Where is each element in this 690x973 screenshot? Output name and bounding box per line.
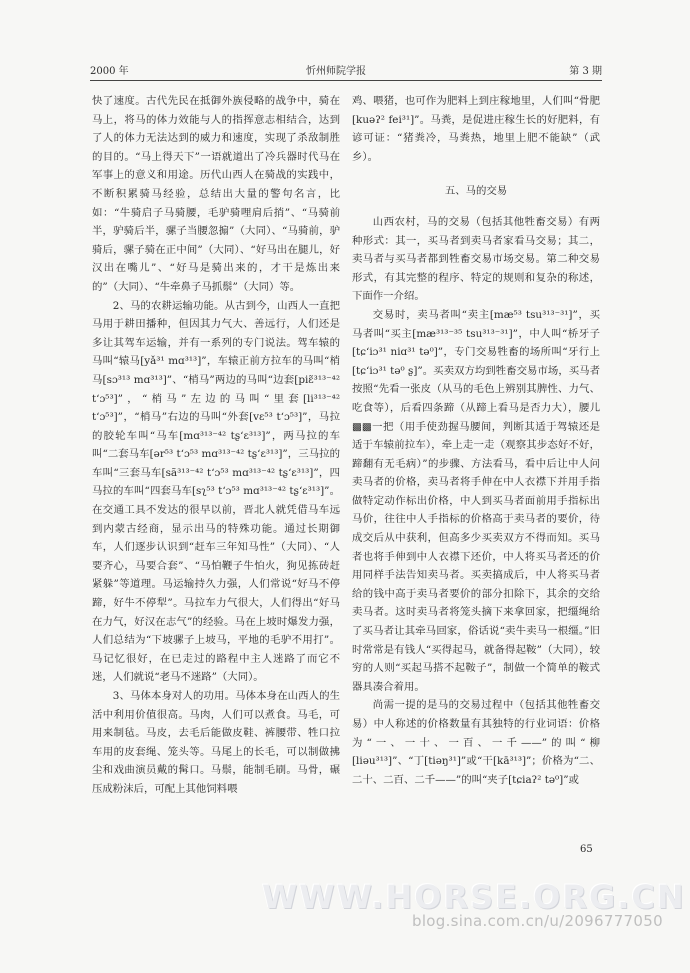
- blog-url: blog.sina.com.cn/u/2096777050: [412, 912, 663, 930]
- right-column: [352, 92, 600, 789]
- right-paragraph: 尚需一提的是马的交易过程中（包括其他牲畜交易）中人称述的价格数量有其独特的行业词语：价格为“一、一十、一百、一千——”的叫“柳[liəu³¹³]”、“丁[tiəŋ³¹]”或“干[kā³¹³]”；价格为“二、二十、二百、二千——”的叫“夹子[tɕiaʔ² tə⁰]”或: [352, 699, 600, 786]
- header-journal-title: 忻州师院学报: [306, 66, 366, 77]
- right-paragraph: 鸡、喂猪，也可作为肥料上到庄稼地里，人们叫“骨肥[kuəʔ² fei³¹]”。马粪，是促进庄稼生长的好肥料，有谚可证：“猪粪冷，马粪热，地里上肥不能缺”（武乡）。: [352, 95, 600, 163]
- page-number: 65: [580, 844, 593, 855]
- left-paragraph: 2、马的农耕运输功能。从古到今，山西人一直把马用于耕田播种，但因其力气大、善远行，人们还是多让其驾车运输，并有一系列的专门说法。驾车辕的马叫“辕马[yǎ³¹ mɑ³¹³]”，车辕正前方拉车的马叫“梢马[sɔ³¹³ mɑ³¹³]”、“梢马”两边的马叫“边套[piɛ̃³¹³⁻⁴² tʻɔ⁵³]”，“梢马”左边的马叫“里套[li³¹³⁻⁴² tʻɔ⁵³]”，“梢马”右边的马叫“外套[vɛ⁵³ tʻɔ⁵³]”，马拉的胶轮车叫“马车[mɑ³¹³⁻⁴² tʂʻɛ³¹³]”，两马拉的车叫“二套马车[ər⁵³ tʻɔ⁵³ mɑ³¹³⁻⁴² tʂʻɛ³¹³]”，三马拉的车叫“三套马车[sã³¹³⁻⁴² tʻɔ⁵³ mɑ³¹³⁻⁴² tʂʻɛ³¹³]”，四马拉的车叫“四套马车[sʅ⁵³ tʻɔ⁵³ mɑ³¹³⁻⁴² tʂʻɛ³¹³]”。在交通工具不发达的很早以前，晋北人就凭借马车远到内蒙古经商，显示出马的特殊功能。通过长期御车，人们逐步认识到“赶车三年知马性”（大同）、“人要齐心，马要合套”、“马怕鞭子牛怕火，狗见拣砖赶紧躲”等道理。马运输持久力强，人们常说“好马不停蹄，好牛不停犁”。马拉车力气很大，人们得出“好马在力气，好汉在志气”的经验。马在上坡时爆发力强，人们总结为“下坡骡子上坡马，平地的毛驴不用打”。马记忆很好，在已走过的路程中主人迷路了而它不迷，人们就说“老马不迷路”（大同）。: [92, 299, 340, 684]
- watermark: WWW.HORSE.ORG.CN: [262, 878, 686, 916]
- left-paragraph: 快了速度。古代先民在抵御外族侵略的战争中，骑在马上，将马的体力效能与人的指挥意志相结合，达到了人的体力无法达到的威力和速度，实现了杀敌制胜的目的。“马上得天下”一语就道出了冷兵器时代马在军事上的意义和用途。历代山西人在骑战的实践中，不断积累骑马经验，总结出大量的警句名言，比如：“牛骑启子马骑腰，毛驴骑哩肩后捎”、“马骑前半，驴骑后半，骡子当腰忽搧”（大同）、“马骑前，驴骑后，骡子骑在正中间”（大同）、“好马出在腿儿，好汉出在嘴儿”、“好马是骑出来的，才干是炼出来的”（大同）、“牛牵鼻子马抓鬃”（大同）等。: [92, 95, 340, 293]
- header-rule: [90, 80, 602, 81]
- header-issue: 第 3 期: [569, 66, 602, 77]
- section-heading: 五、马的交易: [444, 185, 508, 198]
- header-year: 2000 年: [90, 66, 129, 77]
- running-header: [90, 62, 602, 76]
- right-paragraph: 交易时，卖马者叫“卖主[mæ⁵³ tsu³¹³⁻³¹]”，买马者叫“买主[mæ³¹³⁻³⁵ tsu³¹³⁻³¹]”，中人叫“桥牙子[tɕʻiɔ³¹ niɑ³¹ tə⁰]”，专门交易牲畜的场所叫“牙行上[tɕʻiɔ³¹ tə⁰ ʂ]”。买卖双方均到牲畜交易市场，买马者按照“先看一张皮（从马的毛色上辨别其脾性、力气、吃食等），后看四条蹄（从蹄上看马是否力大），腰儿▩▩一把（用手使劲握马腰间，判断其适于驾辕还是适于车辕前拉车），牵上走一走（观察其步态好不好，蹄翻有无毛病）”的步骤、方法看马，看中后让中人问卖马者的价格，卖马者将手伸在中人衣襟下并用手指做特定动作标出价格，中人到买马者面前用手指标出马价，往往中人手指标的价格高于卖马者的要价，待成交后从中获利，但高多少买卖双方不得而知。买马者也将手伸到中人衣襟下还价，中人将买马者还的价用同样手法告知卖马者。买卖搞成后，中人将买马者给的钱中高于卖马者要价的部分扣除下，其余的交给卖马者。这时卖马者将笼头摘下来拿回家，把缰绳给了买马者让其牵马回家，俗话说“卖牛卖马一根缰。”旧时常常是有钱人“买得起马，就备得起鞍”（大同），较穷的人则“买起马搭不起鞍子”，制做一个简单的鞍式器具凑合着用。: [352, 308, 600, 693]
- left-paragraph: 3、马体本身对人的功用。马体本身在山西人的生活中利用价值很高。马肉，人们可以煮食。马毛，可用来制毡。马皮，去毛后能做皮鞋、裤腰带、牲口拉车用的皮套绳、笼头等。马尾上的长毛，可以制做拂尘和戏曲演员戴的髯口。马鬃，能制毛刷。马骨，碾压成粉沫后，可配上其他饲料喂: [92, 690, 340, 795]
- right-paragraph: 山西农村，马的交易（包括其他牲畜交易）有两种形式：其一，买马者到卖马者家看马交易；其二，卖马者与买马者都到牲畜交易市场交易。第二种交易形式，有其完整的程序、特定的规则和复杂的称述，下面作一介绍。: [352, 215, 600, 303]
- left-column: [92, 92, 340, 799]
